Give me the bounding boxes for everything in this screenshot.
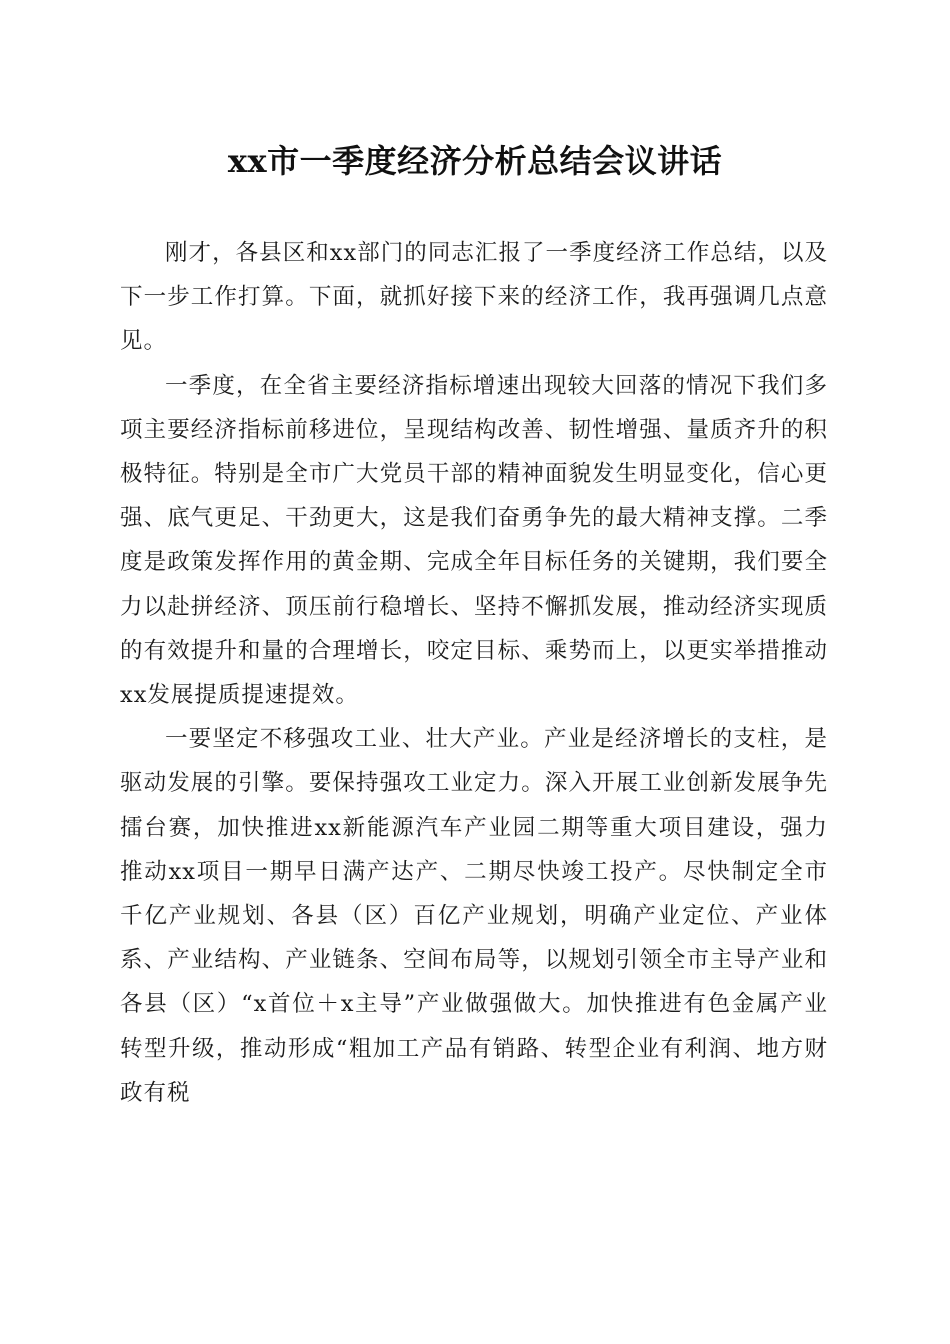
paragraph-first-quarter-review: 一季度，在全省主要经济指标增速出现较大回落的情况下我们多项主要经济指标前移进位，呈现结构改善、韧性增强、量质齐升的积极特征。特别是全市广大党员干部的精神面貌发生明显变化，信心更强、底气更足、干劲更大，这是我们奋勇争先的最大精神支撑。二季度是政策发挥作用的黄金期、完成全年目标任务的关键期，我们要全力以赴拼经济、顶压前行稳增长、坚持不懈抓发展，推动经济实现质的有效提升和量的合理增长，咬定目标、乘势而上，以更实举措推动xx发展提质提速提效。 [120, 372, 828, 709]
document-body [120, 231, 828, 1115]
paragraph-intro: 刚才，各县区和xx部门的同志汇报了一季度经济工作总结，以及下一步工作打算。下面，就抓好接下来的经济工作，我再强调几点意见。 [120, 240, 828, 355]
paragraph-industry-strategy: 一要坚定不移强攻工业、壮大产业。产业是经济增长的支柱，是驱动发展的引擎。要保持强攻工业定力。深入开展工业创新发展争先擂台赛，加快推进xx新能源汽车产业园二期等重大项目建设，强力推动xx项目一期早日满产达产、二期尽快竣工投产。尽快制定全市千亿产业规划、各县（区）百亿产业规划，明确产业定位、产业体系、产业结构、产业链条、空间布局等，以规划引领全市主导产业和各县（区）“x首位＋x主导”产业做强做大。加快推进有色金属产业转型升级，推动形成“粗加工产品有销路、转型企业有利润、地方财政有税 [120, 726, 828, 1106]
document-title: xx市一季度经济分析总结会议讲话 [227, 142, 723, 180]
